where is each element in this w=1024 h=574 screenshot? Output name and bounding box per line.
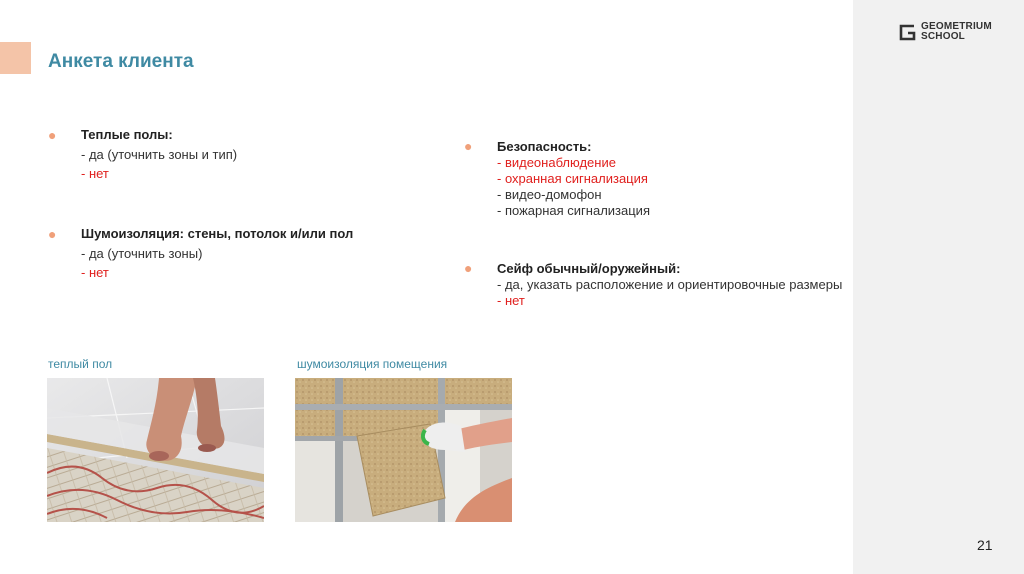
security-option-video: - видеонаблюдение (497, 155, 616, 170)
security-block (464, 138, 650, 219)
geometrium-logo (899, 22, 992, 42)
accent-block (0, 42, 31, 74)
safe-heading: Сейф обычный/оружейный: (497, 261, 681, 276)
safe-option-no: - нет (497, 293, 525, 308)
page-number: 21 (977, 537, 993, 553)
warm-floor-photo (47, 378, 264, 522)
logo-text-line1: GEOMETRIUM (921, 21, 992, 32)
side-panel (853, 0, 1024, 574)
soundproofing-option-no: - нет (81, 265, 109, 280)
security-option-fire: - пожарная сигнализация (497, 203, 650, 218)
security-option-intercom: - видео-домофон (497, 187, 602, 202)
soundproofing-block (48, 224, 354, 283)
soundproofing-photo (295, 378, 512, 522)
warm-floor-option-yes: - да (уточнить зоны и тип) (81, 146, 238, 162)
soundproofing-option-yes: - да (уточнить зоны) (81, 245, 203, 261)
soundproofing-caption: шумоизоляция помещения (297, 357, 448, 371)
page-title: Анкета клиента (48, 51, 194, 72)
bullet-icon: ● (48, 127, 57, 143)
warm-floor-block (48, 125, 238, 184)
warm-floor-heading: Теплые полы: (81, 127, 173, 142)
soundproofing-heading: Шумоизоляция: стены, потолок и/или пол (81, 226, 354, 241)
logo-text-line2: SCHOOL (921, 31, 965, 42)
bullet-icon: ● (464, 138, 473, 154)
logo-mark-icon (899, 24, 916, 41)
warm-floor-caption: теплый пол (48, 357, 113, 371)
warm-floor-option-no: - нет (81, 166, 109, 181)
safe-block (464, 260, 843, 309)
security-heading: Безопасность: (497, 139, 592, 154)
bullet-icon: ● (48, 226, 57, 242)
safe-option-yes: - да, указать расположение и ориентировочные размеры (497, 277, 843, 292)
security-option-alarm: - охранная сигнализация (497, 171, 648, 186)
bullet-icon: ● (464, 260, 473, 276)
